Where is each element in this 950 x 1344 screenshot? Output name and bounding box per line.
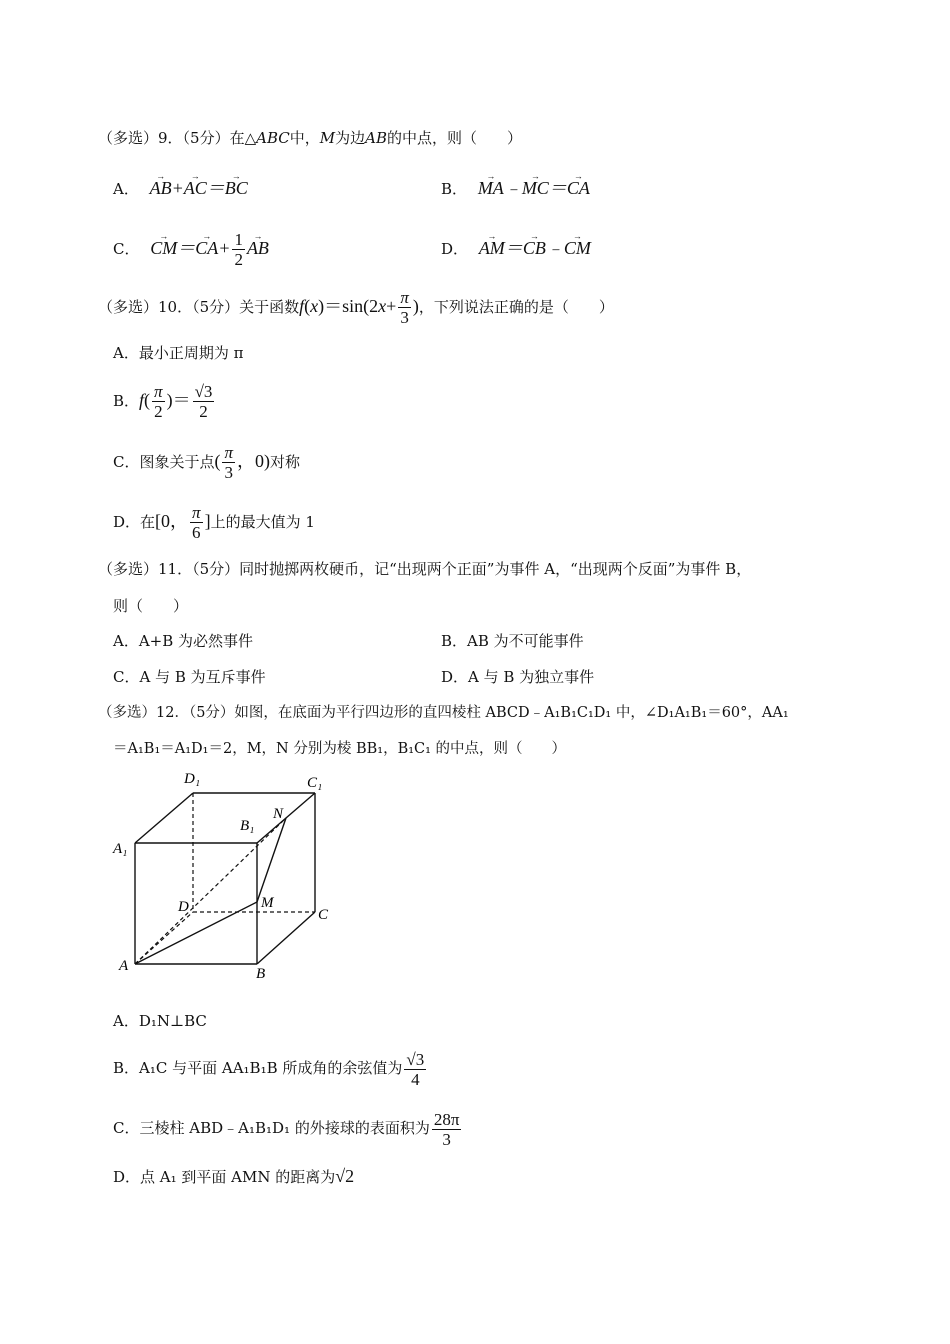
q12-option-b: B．A₁C 与平面 AA₁B₁B 所成角的余弦值为 $\frac{√3}{4}$ (113, 1049, 425, 1089)
q9-option-a: A． → AB+→ AC＝→ BC (113, 178, 248, 199)
label-b: B (256, 966, 266, 982)
q9-option-b: B． → MA﹣→ MC＝→ CA (441, 178, 590, 199)
q10-option-d: D．在[0， $\frac{\pi}{6}$ ]上的最大值为 1 (113, 503, 315, 543)
q11-option-b: B．AB 为不可能事件 (441, 632, 584, 650)
q12-stem-line1: （多选）12．（5分）如图，在底面为平行四边形的直四棱柱 ABCD﹣A₁B₁C₁D₁ 中，∠D₁A₁B₁＝60°，AA₁ (98, 705, 789, 721)
label-d1: D₁ (184, 771, 201, 787)
q11-option-a: A．A+B 为必然事件 (113, 632, 254, 650)
label-m: M (261, 895, 274, 911)
q11-option-d: D．A 与 B 为独立事件 (441, 668, 595, 686)
q12-stem-line2: ＝A₁B₁＝A₁D₁＝2，M，N 分别为棱 BB₁，B₁C₁ 的中点，则（ ） (113, 741, 567, 757)
q12-option-c: C．三棱柱 ABD﹣A₁B₁D₁ 的外接球的表面积为 $\frac{28\pi}{3}$ (113, 1109, 460, 1149)
label-c1: C₁ (307, 775, 323, 791)
label-b1: B₁ (240, 818, 255, 834)
q9-option-d: D． → AM＝→ CB﹣→ CM (441, 238, 591, 259)
q11-stem-line1: （多选）11．（5分）同时抛掷两枚硬币，记“出现两个正面”为事件 A，“出现两个反面”为事件 B， (98, 560, 752, 578)
label-a: A (119, 958, 129, 974)
q11-stem-line2: 则（ ） (113, 597, 189, 615)
label-a1: A₁ (113, 841, 128, 857)
q9-option-c: C． → CM＝→ CA+ $\frac{1}{2}$ → AB (113, 228, 269, 269)
q12-option-d: D．点 A₁ 到平面 AMN 的距离为√2 (113, 1166, 355, 1186)
q12-option-a: A．D₁N⊥BC (113, 1012, 207, 1030)
label-c: C (318, 907, 329, 923)
q11-option-c: C．A 与 B 为互斥事件 (113, 668, 266, 686)
label-d: D (178, 899, 189, 915)
prism-figure (100, 765, 350, 990)
q10-option-a: A．最小正周期为 π (113, 344, 244, 362)
q10-option-b: B．f( $\frac{\pi}{2}$ )＝ $\frac{√3}{2}$ (113, 382, 213, 422)
q9-stem: （多选）9．（5分）在△ABC中，M为边AB的中点，则（ ） (98, 129, 523, 147)
q10-stem: （多选）10．（5分）关于函数f(x)＝sin(2x+ $\frac{\pi}{3}$ )，下列说法正确的是（ ） (98, 288, 614, 328)
label-n: N (273, 806, 284, 822)
q10-option-c: C．图象关于点( $\frac{\pi}{3}$ ，0)对称 (113, 443, 301, 483)
